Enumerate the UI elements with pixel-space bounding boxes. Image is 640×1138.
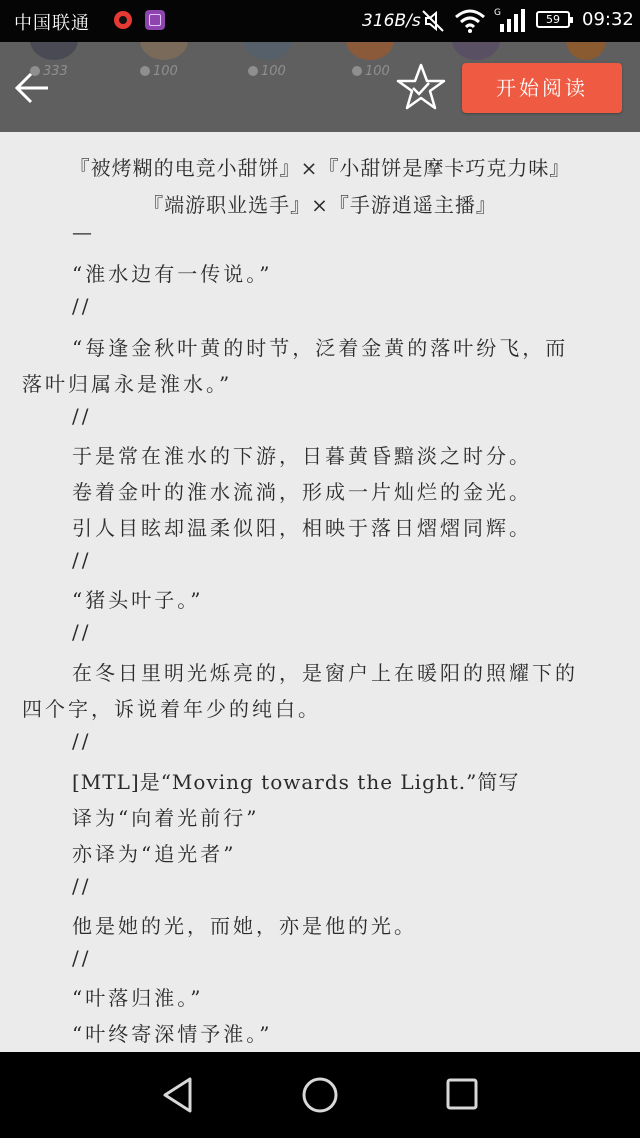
avatar[interactable] bbox=[452, 42, 500, 60]
coin-count: 100 bbox=[140, 64, 178, 79]
wifi-icon bbox=[454, 8, 486, 34]
text-line: 卷着金叶的淮水流淌，形成一片灿烂的金光。 bbox=[72, 480, 532, 504]
carrier-label: 中国联通 bbox=[14, 13, 90, 34]
text-line: “叶终寄深情予淮。” bbox=[72, 1022, 273, 1046]
coin-icon bbox=[248, 66, 258, 76]
text-line: — bbox=[72, 220, 95, 244]
avatar[interactable] bbox=[30, 42, 78, 60]
system-nav-bar bbox=[0, 1052, 640, 1138]
tag-line: 『端游职业选手』×『手游逍遥主播』 bbox=[143, 193, 497, 217]
coin-icon bbox=[140, 66, 150, 76]
status-bar bbox=[0, 0, 640, 42]
weibo-app-icon bbox=[114, 11, 132, 29]
text-line: // bbox=[72, 946, 92, 970]
coin-icon bbox=[352, 66, 362, 76]
text-line: // bbox=[72, 404, 92, 428]
signal-icon bbox=[494, 6, 528, 34]
favorite-star-icon[interactable] bbox=[396, 62, 446, 112]
battery-indicator: 59 bbox=[536, 11, 570, 28]
coin-count: 100 bbox=[248, 64, 286, 79]
tag-line: 『被烤糊的电竞小甜饼』×『小甜饼是摩卡巧克力味』 bbox=[69, 156, 571, 180]
text-line: // bbox=[72, 874, 92, 898]
avatar[interactable] bbox=[140, 42, 188, 60]
avatar[interactable] bbox=[566, 42, 606, 60]
text-line: “猪头叶子。” bbox=[72, 588, 204, 612]
text-line: 译为“向着光前行” bbox=[72, 806, 260, 830]
text-line: “淮水边有一传说。” bbox=[72, 262, 273, 286]
avatar[interactable] bbox=[244, 42, 292, 60]
text-line: 于是常在淮水的下游，日暮黄昏黯淡之时分。 bbox=[72, 444, 532, 468]
back-arrow-icon[interactable] bbox=[12, 68, 52, 108]
text-line: // bbox=[72, 729, 92, 753]
text-line: // bbox=[72, 548, 92, 572]
nav-home-icon[interactable] bbox=[301, 1076, 339, 1114]
reader-header bbox=[0, 42, 640, 132]
network-speed: 316B/s bbox=[362, 11, 421, 31]
clock: 09:32 bbox=[582, 9, 634, 30]
coin-count: 333 bbox=[30, 64, 68, 79]
text-line: 四个字，诉说着年少的纯白。 bbox=[22, 697, 321, 721]
text-line: // bbox=[72, 294, 92, 318]
text-line: [MTL]是“Moving towards the Light.”简写 bbox=[72, 770, 520, 794]
start-reading-button[interactable]: 开始阅读 bbox=[462, 63, 622, 113]
coin-count: 100 bbox=[352, 64, 390, 79]
gallery-app-icon bbox=[145, 10, 165, 30]
text-line: 在冬日里明光烁亮的，是窗户上在暖阳的照耀下的 bbox=[72, 661, 578, 685]
text-line: 他是她的光，而她，亦是他的光。 bbox=[72, 914, 417, 938]
mute-icon bbox=[420, 8, 446, 34]
text-line: // bbox=[72, 620, 92, 644]
text-line: 落叶归属永是淮水。” bbox=[22, 372, 233, 396]
text-line: “叶落归淮。” bbox=[72, 986, 204, 1010]
reader-content bbox=[0, 132, 640, 1052]
nav-back-icon[interactable] bbox=[160, 1076, 196, 1114]
text-line: “每逢金秋叶黄的时节，泛着金黄的落叶纷飞，而 bbox=[72, 336, 569, 360]
nav-recent-apps-icon[interactable] bbox=[445, 1077, 479, 1111]
avatar[interactable] bbox=[346, 42, 394, 60]
network-type: G bbox=[494, 8, 501, 18]
text-line: 亦译为“追光者” bbox=[72, 842, 237, 866]
text-line: 引人目眩却温柔似阳，相映于落日熠熠同辉。 bbox=[72, 516, 532, 540]
